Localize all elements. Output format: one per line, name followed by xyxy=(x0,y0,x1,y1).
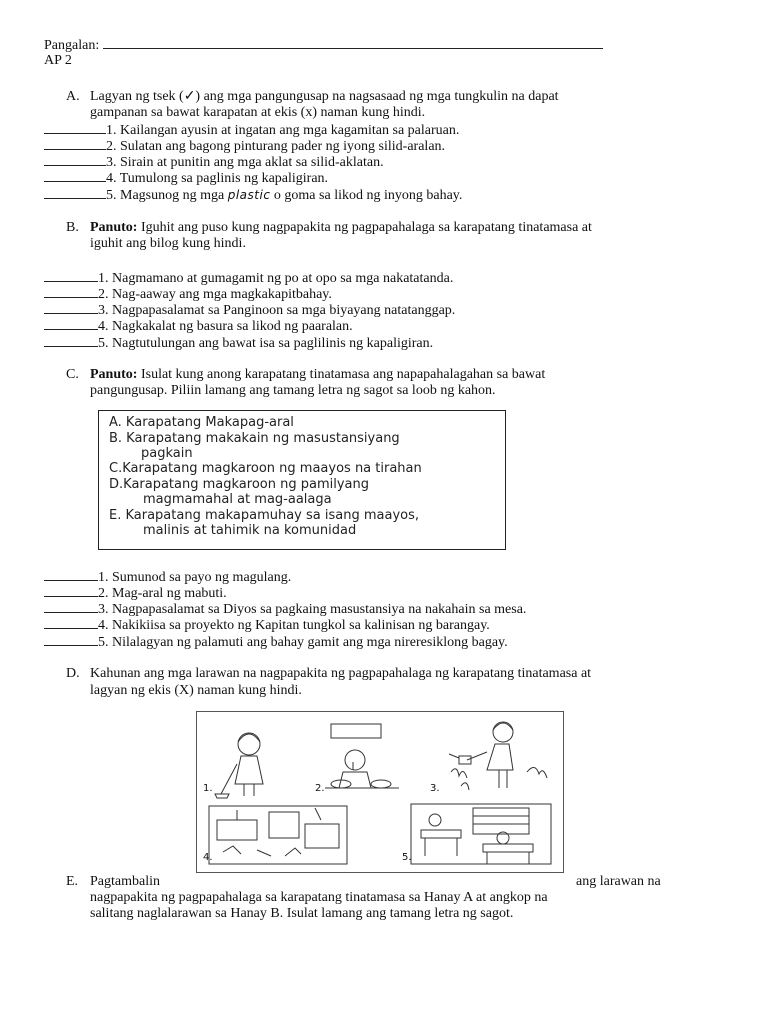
section-c-instruction-2: pangungusap. Piliin lamang ang tamang letra ng sagot sa loob ng kahon. xyxy=(90,383,496,398)
list-item: 5. Magsunog ng mga plastic o goma sa likod ng inyong bahay. xyxy=(44,186,462,204)
list-item: 3. Nagpapasalamat sa Panginoon sa mga biyayang natatanggap. xyxy=(44,301,455,319)
list-item: 2. Mag-aral ng mabuti. xyxy=(44,584,227,602)
answer-blank[interactable] xyxy=(44,600,98,613)
section-a-instruction-1: Lagyan ng tsek (✓) ang mga pangungusap na nagsasaad ng mga tungkulin na dapat xyxy=(90,89,559,104)
picture-messy-room xyxy=(209,806,347,864)
list-item: 4. Nakikiisa sa proyekto ng Kapitan tungkol sa kalinisan ng barangay. xyxy=(44,616,490,634)
section-d-letter: D. xyxy=(66,666,80,681)
list-item: 2. Nag-aaway ang mga magkakapitbahay. xyxy=(44,285,332,303)
section-e-line-1-end: ang larawan na xyxy=(576,874,661,889)
answer-blank[interactable] xyxy=(44,153,106,166)
answer-blank[interactable] xyxy=(44,334,98,347)
picture-child-sweeping xyxy=(215,733,263,798)
picture-watering-plants xyxy=(449,722,547,790)
section-b-instruction-2: iguhit ang bilog kung hindi. xyxy=(90,236,246,251)
answer-blank[interactable] xyxy=(44,317,98,330)
panuto-label: Panuto: xyxy=(90,367,138,382)
answer-blank[interactable] xyxy=(44,301,98,314)
list-item: 5. Nagtutulungan ang bawat isa sa paglilinis ng kapaligiran. xyxy=(44,334,433,352)
section-d-instruction-1: Kahunan ang mga larawan na nagpapakita ng pagpapahalaga ng karapatang tinatamasa at xyxy=(90,666,592,681)
list-item: 4. Nagkakalat ng basura sa likod ng paaralan. xyxy=(44,317,353,335)
choice-d: D.Karapatang magkaroon ng pamilyang xyxy=(109,477,369,492)
choice-d-cont: magmamahal at mag-aalaga xyxy=(143,492,332,507)
choice-c: C.Karapatang magkaroon ng maayos na tirahan xyxy=(109,461,422,476)
list-item: 1. Kailangan ayusin at ingatan ang mga kagamitan sa palaruan. xyxy=(44,121,459,139)
section-b-letter: B. xyxy=(66,220,79,235)
choice-e-cont: malinis at tahimik na komunidad xyxy=(143,523,357,538)
list-item: 3. Sirain at punitin ang mga aklat sa silid-aklatan. xyxy=(44,153,384,171)
pictures-panel xyxy=(196,711,564,873)
answer-blank[interactable] xyxy=(44,269,98,282)
picture-label-2: 2. xyxy=(315,783,325,794)
panuto-label: Panuto: xyxy=(90,220,138,235)
picture-label-5: 5. xyxy=(402,852,412,863)
section-b-instruction-1: Panuto: Iguhit ang puso kung nagpapakita ng pagpapahalaga sa karapatang tinatamasa at xyxy=(90,220,592,235)
answer-blank[interactable] xyxy=(44,584,98,597)
picture-classroom xyxy=(411,804,551,864)
italic-word: plastic xyxy=(227,188,271,202)
list-item: 3. Nagpapasalamat sa Diyos sa pagkaing masustansiya na nakahain sa mesa. xyxy=(44,600,526,618)
list-item: 2. Sulatan ang bagong pinturang pader ng iyong silid-aralan. xyxy=(44,137,445,155)
subject-label: AP 2 xyxy=(44,53,72,68)
choice-b-cont: pagkain xyxy=(141,446,193,461)
picture-family-eating xyxy=(325,724,399,788)
list-item: 5. Nilalagyan ng palamuti ang bahay gamit ang mga nireresiklong bagay. xyxy=(44,633,508,651)
choice-b: B. Karapatang makakain ng masustansiyang xyxy=(109,431,400,446)
section-a-instruction-2: gampanan sa bawat karapatan at ekis (x) naman kung hindi. xyxy=(90,105,426,120)
answer-blank[interactable] xyxy=(44,121,106,134)
name-line xyxy=(44,36,603,54)
answer-blank[interactable] xyxy=(44,633,98,646)
section-d-instruction-2: lagyan ng ekis (X) naman kung hindi. xyxy=(90,683,302,698)
picture-label-1: 1. xyxy=(203,783,213,794)
choice-e: E. Karapatang makapamuhay sa isang maayos, xyxy=(109,508,420,523)
list-item: 1. Sumunod sa payo ng magulang. xyxy=(44,568,291,586)
picture-label-3: 3. xyxy=(430,783,440,794)
answer-blank[interactable] xyxy=(44,568,98,581)
choices-box xyxy=(98,410,506,550)
answer-blank[interactable] xyxy=(44,169,106,182)
pictures-illustration xyxy=(197,712,563,872)
section-e-line-3: salitang naglalarawan sa Hanay B. Isulat lamang ang tamang letra ng sagot. xyxy=(90,906,514,921)
answer-blank[interactable] xyxy=(44,137,106,150)
answer-blank[interactable] xyxy=(44,186,106,199)
section-a-letter: A. xyxy=(66,89,80,104)
list-item: 1. Nagmamano at gumagamit ng po at opo sa mga nakatatanda. xyxy=(44,269,453,287)
section-c-instruction-1: Panuto: Isulat kung anong karapatang tinatamasa ang napapahalagahan sa bawat xyxy=(90,367,546,382)
answer-blank[interactable] xyxy=(44,285,98,298)
name-label: Pangalan: xyxy=(44,38,100,53)
choice-a: A. Karapatang Makapag-aral xyxy=(109,415,294,430)
section-e-line-1-start: Pagtambalin xyxy=(90,874,160,889)
section-e-letter: E. xyxy=(66,874,79,889)
answer-blank[interactable] xyxy=(44,616,98,629)
picture-label-4: 4. xyxy=(203,852,213,863)
name-field[interactable] xyxy=(103,36,603,49)
section-c-letter: C. xyxy=(66,367,79,382)
list-item: 4. Tumulong sa paglinis ng kapaligiran. xyxy=(44,169,328,187)
section-e-line-2: nagpapakita ng pagpapahalaga sa karapatang tinatamasa sa Hanay A at angkop na xyxy=(90,890,548,905)
